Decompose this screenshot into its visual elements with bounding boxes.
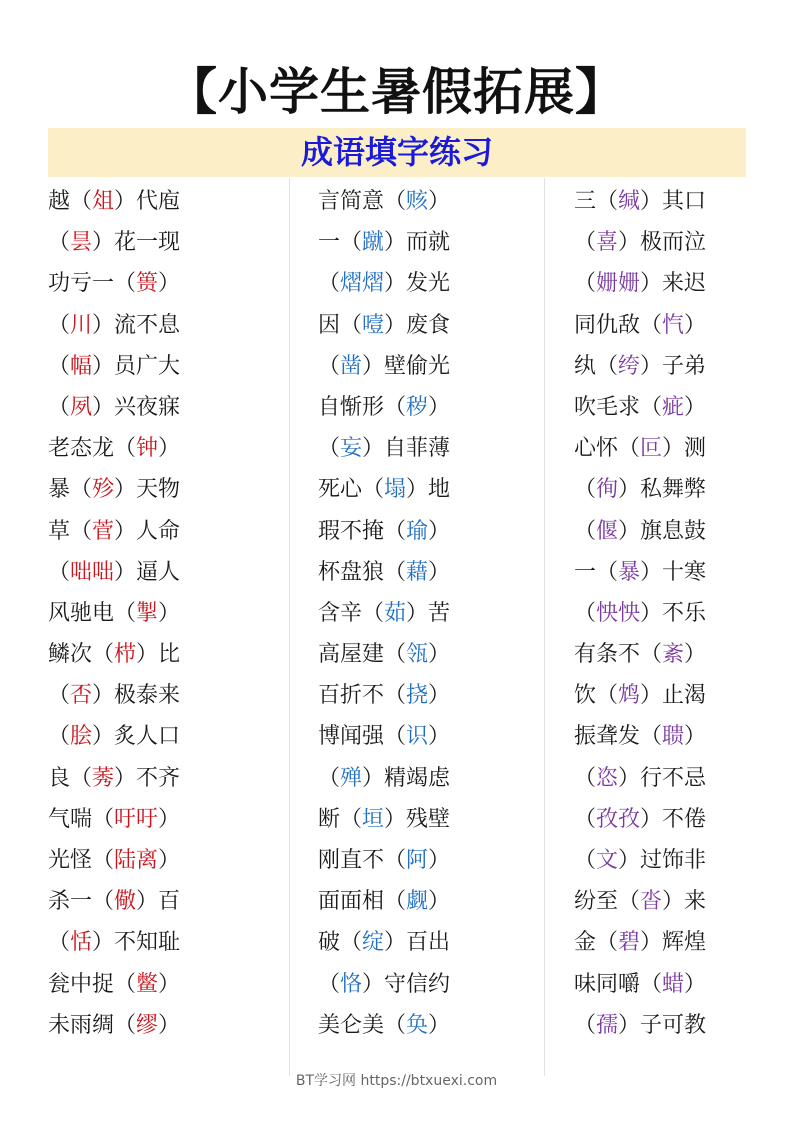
idiom-row [574, 964, 746, 1005]
idiom-row [48, 305, 284, 346]
idiom-prefix: 美仑美（ [318, 1012, 407, 1038]
idiom-suffix: ） [158, 806, 181, 832]
idiom-prefix: 良（ [48, 765, 93, 791]
idiom-prefix: 有条不（ [574, 642, 663, 668]
idiom-column-3 [574, 181, 746, 1046]
idiom-suffix: ）子弟 [640, 353, 707, 379]
idiom-suffix: ） [428, 642, 451, 668]
idiom-answer: 垣 [362, 806, 385, 832]
idiom-suffix: ）代庖 [114, 189, 181, 214]
column-divider [544, 178, 545, 1076]
idiom-prefix: 三（ [574, 189, 619, 214]
idiom-suffix: ）逼人 [114, 559, 181, 585]
idiom-answer: 奂 [406, 1012, 429, 1038]
idiom-answer: 脍 [70, 724, 93, 750]
idiom-row [318, 511, 540, 552]
idiom-prefix: 纨（ [574, 353, 619, 379]
idiom-prefix: 未雨绸（ [48, 1012, 137, 1038]
idiom-prefix: 自惭形（ [318, 394, 407, 420]
idiom-suffix: ）十寒 [640, 559, 707, 585]
idiom-suffix: ）行不忌 [618, 765, 707, 791]
idiom-row [48, 346, 284, 387]
idiom-row [318, 675, 540, 716]
idiom-suffix: ）不齐 [114, 765, 181, 791]
idiom-suffix: ）残壁 [384, 806, 451, 832]
idiom-answer: 瓴 [406, 642, 429, 668]
idiom-suffix: ）兴夜寐 [92, 394, 181, 420]
idiom-answer: 绔 [618, 353, 641, 379]
idiom-prefix: （ [48, 930, 71, 956]
idiom-answer: 咄咄 [70, 559, 115, 585]
idiom-answer: 文 [596, 848, 619, 873]
idiom-answer: 妄 [340, 436, 363, 462]
idiom-prefix: 瑕不掩（ [318, 518, 407, 544]
idiom-answer: 沓 [640, 889, 663, 915]
idiom-answer: 鳖 [136, 971, 159, 997]
idiom-row [318, 428, 540, 469]
idiom-suffix: ） [684, 971, 707, 997]
idiom-answer: 吁吁 [114, 806, 159, 832]
idiom-suffix: ）废食 [384, 312, 451, 338]
idiom-answer: 偃 [596, 518, 619, 544]
idiom-answer: 孺 [596, 1012, 619, 1038]
idiom-prefix: 纷至（ [574, 889, 641, 915]
idiom-prefix: 气喘（ [48, 806, 115, 832]
idiom-prefix: （ [48, 394, 71, 420]
idiom-suffix: ） [158, 1012, 181, 1038]
idiom-prefix: （ [48, 559, 71, 585]
idiom-answer: 秽 [406, 394, 429, 420]
idiom-suffix: ） [428, 394, 451, 420]
idiom-suffix: ）极泰来 [92, 683, 181, 709]
idiom-answer: 赅 [406, 189, 429, 214]
idiom-answer: 俎 [92, 189, 115, 214]
idiom-prefix: 心怀（ [574, 436, 641, 462]
idiom-row [318, 222, 540, 263]
idiom-suffix: ）测 [662, 436, 707, 462]
subtitle-banner [48, 128, 746, 177]
idiom-row [318, 799, 540, 840]
idiom-row [574, 675, 746, 716]
idiom-prefix: 吹毛求（ [574, 394, 663, 420]
idiom-column-1 [48, 181, 284, 1046]
idiom-answer: 绽 [362, 930, 385, 956]
idiom-suffix: ）自菲薄 [362, 436, 451, 462]
idiom-row [574, 634, 746, 675]
idiom-row [318, 346, 540, 387]
idiom-row [48, 263, 284, 304]
idiom-row [574, 593, 746, 634]
idiom-row [48, 675, 284, 716]
idiom-suffix: ） [684, 394, 707, 420]
idiom-suffix: ） [428, 1012, 451, 1038]
idiom-row [318, 758, 540, 799]
idiom-prefix: 暴（ [48, 477, 93, 503]
idiom-prefix: （ [48, 724, 71, 750]
idiom-answer: 凿 [340, 353, 363, 379]
idiom-prefix: 死心（ [318, 477, 385, 503]
idiom-row [48, 716, 284, 757]
idiom-answer: 挠 [406, 683, 429, 709]
idiom-row [574, 881, 746, 922]
idiom-suffix: ）比 [136, 642, 181, 668]
footer-source: BT学习网 https://btxuexi.com [295, 1073, 498, 1089]
idiom-answer: 鸩 [618, 683, 641, 709]
column-divider [289, 178, 290, 1076]
idiom-suffix: ） [158, 436, 181, 462]
idiom-row [318, 305, 540, 346]
idiom-answer: 疵 [662, 394, 685, 420]
idiom-prefix: （ [48, 312, 71, 338]
idiom-answer: 孜孜 [596, 806, 641, 832]
idiom-suffix: ） [684, 724, 707, 750]
idiom-answer: 殚 [340, 765, 363, 791]
idiom-row [318, 387, 540, 428]
idiom-prefix: （ [574, 806, 597, 832]
idiom-prefix: （ [574, 477, 597, 503]
idiom-prefix: 振聋发（ [574, 724, 663, 750]
idiom-answer: 蹴 [362, 230, 385, 256]
idiom-prefix: （ [574, 848, 597, 873]
idiom-suffix: ）过饰非 [618, 848, 707, 873]
idiom-prefix: 一（ [574, 559, 619, 585]
idiom-prefix: 味同嚼（ [574, 971, 663, 997]
idiom-prefix: （ [48, 683, 71, 709]
idiom-row [48, 881, 284, 922]
idiom-answer: 叵 [640, 436, 663, 462]
idiom-suffix: ）壁偷光 [362, 353, 451, 379]
idiom-row [574, 222, 746, 263]
idiom-row [318, 634, 540, 675]
idiom-row [318, 181, 540, 222]
idiom-answer: 缄 [618, 189, 641, 214]
idiom-suffix: ）来 [662, 889, 707, 915]
idiom-answer: 川 [70, 312, 93, 338]
idiom-answer: 怏怏 [596, 600, 641, 626]
idiom-suffix: ） [684, 642, 707, 668]
idiom-row [574, 387, 746, 428]
idiom-prefix: 面面相（ [318, 889, 407, 915]
idiom-prefix: 一（ [318, 230, 363, 256]
idiom-prefix: 含辛（ [318, 600, 385, 626]
idiom-row [48, 552, 284, 593]
idiom-answer: 喜 [596, 230, 619, 256]
idiom-answer: 紊 [662, 642, 685, 668]
idiom-row [574, 552, 746, 593]
idiom-answer: 忾 [662, 312, 685, 338]
idiom-suffix: ）不知耻 [92, 930, 181, 956]
idiom-row [318, 716, 540, 757]
idiom-row [48, 222, 284, 263]
idiom-answer: 觑 [406, 889, 429, 915]
idiom-row [318, 881, 540, 922]
idiom-prefix: （ [318, 271, 341, 297]
idiom-prefix: 光怪（ [48, 848, 115, 873]
idiom-row [574, 346, 746, 387]
idiom-answer: 儆 [114, 889, 137, 915]
idiom-prefix: 言简意（ [318, 189, 407, 214]
idiom-row [48, 634, 284, 675]
idiom-suffix: ）而就 [384, 230, 451, 256]
idiom-prefix: 饮（ [574, 683, 619, 709]
idiom-row [318, 964, 540, 1005]
idiom-answer: 茹 [384, 600, 407, 626]
idiom-answer: 陆离 [114, 848, 159, 873]
idiom-row [48, 840, 284, 881]
idiom-row [574, 305, 746, 346]
idiom-prefix: （ [574, 600, 597, 626]
idiom-prefix: 越（ [48, 189, 93, 214]
idiom-prefix: 刚直不（ [318, 848, 407, 873]
idiom-suffix: ）百 [136, 889, 181, 915]
idiom-row [48, 799, 284, 840]
idiom-suffix: ）不倦 [640, 806, 707, 832]
idiom-answer: 藉 [406, 559, 429, 585]
idiom-row [574, 511, 746, 552]
idiom-prefix: 同仇敌（ [574, 312, 663, 338]
idiom-row [48, 922, 284, 963]
idiom-prefix: （ [574, 518, 597, 544]
idiom-answer: 徇 [596, 477, 619, 503]
page-title: 【小学生暑假拓展】 [167, 62, 626, 121]
idiom-row [574, 758, 746, 799]
idiom-row [574, 263, 746, 304]
idiom-prefix: （ [318, 436, 341, 462]
idiom-prefix: 断（ [318, 806, 363, 832]
idiom-row [318, 469, 540, 510]
idiom-answer: 恣 [596, 765, 619, 791]
idiom-suffix: ） [428, 559, 451, 585]
idiom-prefix: 因（ [318, 312, 363, 338]
idiom-prefix: 杯盘狼（ [318, 559, 407, 585]
idiom-answer: 噎 [362, 312, 385, 338]
idiom-prefix: （ [574, 271, 597, 297]
idiom-row [574, 428, 746, 469]
idiom-suffix: ）极而泣 [618, 230, 707, 256]
idiom-answer: 恪 [340, 971, 363, 997]
idiom-suffix: ）天物 [114, 477, 181, 503]
idiom-row [48, 387, 284, 428]
idiom-suffix: ） [428, 848, 451, 873]
idiom-suffix: ）流不息 [92, 312, 181, 338]
idiom-suffix: ）百出 [384, 930, 451, 956]
idiom-prefix: 老态龙（ [48, 436, 137, 462]
idiom-prefix: 破（ [318, 930, 363, 956]
idiom-suffix: ）止渴 [640, 683, 707, 709]
idiom-answer: 熠熠 [340, 271, 385, 297]
idiom-prefix: 草（ [48, 518, 93, 544]
idiom-prefix: 百折不（ [318, 683, 407, 709]
idiom-answer: 识 [406, 724, 429, 750]
idiom-column-2 [318, 181, 540, 1046]
idiom-prefix: （ [48, 353, 71, 379]
idiom-suffix: ） [428, 518, 451, 544]
idiom-row [48, 428, 284, 469]
idiom-row [318, 922, 540, 963]
idiom-suffix: ）人命 [114, 518, 181, 544]
idiom-answer: 姗姗 [596, 271, 641, 297]
idiom-prefix: （ [318, 765, 341, 791]
idiom-prefix: 风驰电（ [48, 600, 137, 626]
idiom-answer: 否 [70, 683, 93, 709]
idiom-prefix: 博闻强（ [318, 724, 407, 750]
idiom-row [574, 181, 746, 222]
idiom-row [318, 552, 540, 593]
idiom-suffix: ）来迟 [640, 271, 707, 297]
idiom-row [48, 758, 284, 799]
idiom-suffix: ）私舞弊 [618, 477, 707, 503]
idiom-answer: 阿 [406, 848, 429, 873]
idiom-answer: 碧 [618, 930, 641, 956]
idiom-row [318, 840, 540, 881]
idiom-suffix: ） [428, 189, 451, 214]
idiom-row [574, 799, 746, 840]
idiom-suffix: ）发光 [384, 271, 451, 297]
idiom-row [574, 1005, 746, 1046]
idiom-row [48, 964, 284, 1005]
idiom-answer: 莠 [92, 765, 115, 791]
idiom-prefix: 瓮中捉（ [48, 971, 137, 997]
idiom-answer: 蜡 [662, 971, 685, 997]
idiom-suffix: ）花一现 [92, 230, 181, 256]
idiom-row [318, 1005, 540, 1046]
idiom-suffix: ）辉煌 [640, 930, 707, 956]
idiom-prefix: （ [574, 1012, 597, 1038]
idiom-suffix: ） [158, 971, 181, 997]
idiom-suffix: ）炙人口 [92, 724, 181, 750]
idiom-prefix: （ [318, 353, 341, 379]
idiom-answer: 昙 [70, 230, 93, 256]
idiom-suffix: ）精竭虑 [362, 765, 451, 791]
idiom-prefix: 金（ [574, 930, 619, 956]
idiom-row [574, 840, 746, 881]
idiom-answer: 恬 [70, 930, 93, 956]
idiom-row [574, 716, 746, 757]
idiom-suffix: ） [428, 683, 451, 709]
idiom-suffix: ） [684, 312, 707, 338]
idiom-suffix: ）苦 [406, 600, 451, 626]
idiom-suffix: ） [428, 889, 451, 915]
idiom-answer: 聩 [662, 724, 685, 750]
idiom-suffix: ）旗息鼓 [618, 518, 707, 544]
idiom-suffix: ）其口 [640, 189, 707, 214]
idiom-row [48, 181, 284, 222]
idiom-prefix: 鳞次（ [48, 642, 115, 668]
idiom-suffix: ） [428, 724, 451, 750]
idiom-row [574, 469, 746, 510]
idiom-prefix: （ [574, 765, 597, 791]
idiom-suffix: ） [158, 600, 181, 626]
idiom-answer: 菅 [92, 518, 115, 544]
idiom-row [318, 593, 540, 634]
idiom-suffix: ）地 [406, 477, 451, 503]
idiom-row [48, 511, 284, 552]
idiom-prefix: 功亏一（ [48, 271, 137, 297]
idiom-row [318, 263, 540, 304]
idiom-row [48, 593, 284, 634]
idiom-suffix: ） [158, 271, 181, 297]
idiom-answer: 缪 [136, 1012, 159, 1038]
idiom-answer: 暴 [618, 559, 641, 585]
idiom-suffix: ）员广大 [92, 353, 181, 379]
idiom-answer: 篑 [136, 271, 159, 297]
idiom-row [48, 1005, 284, 1046]
idiom-answer: 夙 [70, 394, 93, 420]
idiom-prefix: （ [574, 230, 597, 256]
idiom-answer: 瑜 [406, 518, 429, 544]
idiom-answer: 钟 [136, 436, 159, 462]
subtitle: 成语填字练习 [300, 133, 493, 171]
idiom-prefix: 杀一（ [48, 889, 115, 915]
idiom-prefix: 高屋建（ [318, 642, 407, 668]
idiom-answer: 幅 [70, 353, 93, 379]
idiom-row [574, 922, 746, 963]
idiom-suffix: ）不乐 [640, 600, 707, 626]
idiom-answer: 殄 [92, 477, 115, 503]
idiom-prefix: （ [48, 230, 71, 256]
idiom-answer: 掣 [136, 600, 159, 626]
idiom-row [48, 469, 284, 510]
idiom-answer: 塌 [384, 477, 407, 503]
idiom-suffix: ）守信约 [362, 971, 451, 997]
idiom-answer: 栉 [114, 642, 137, 668]
idiom-suffix: ）子可教 [618, 1012, 707, 1038]
idiom-suffix: ） [158, 848, 181, 873]
idiom-prefix: （ [318, 971, 341, 997]
